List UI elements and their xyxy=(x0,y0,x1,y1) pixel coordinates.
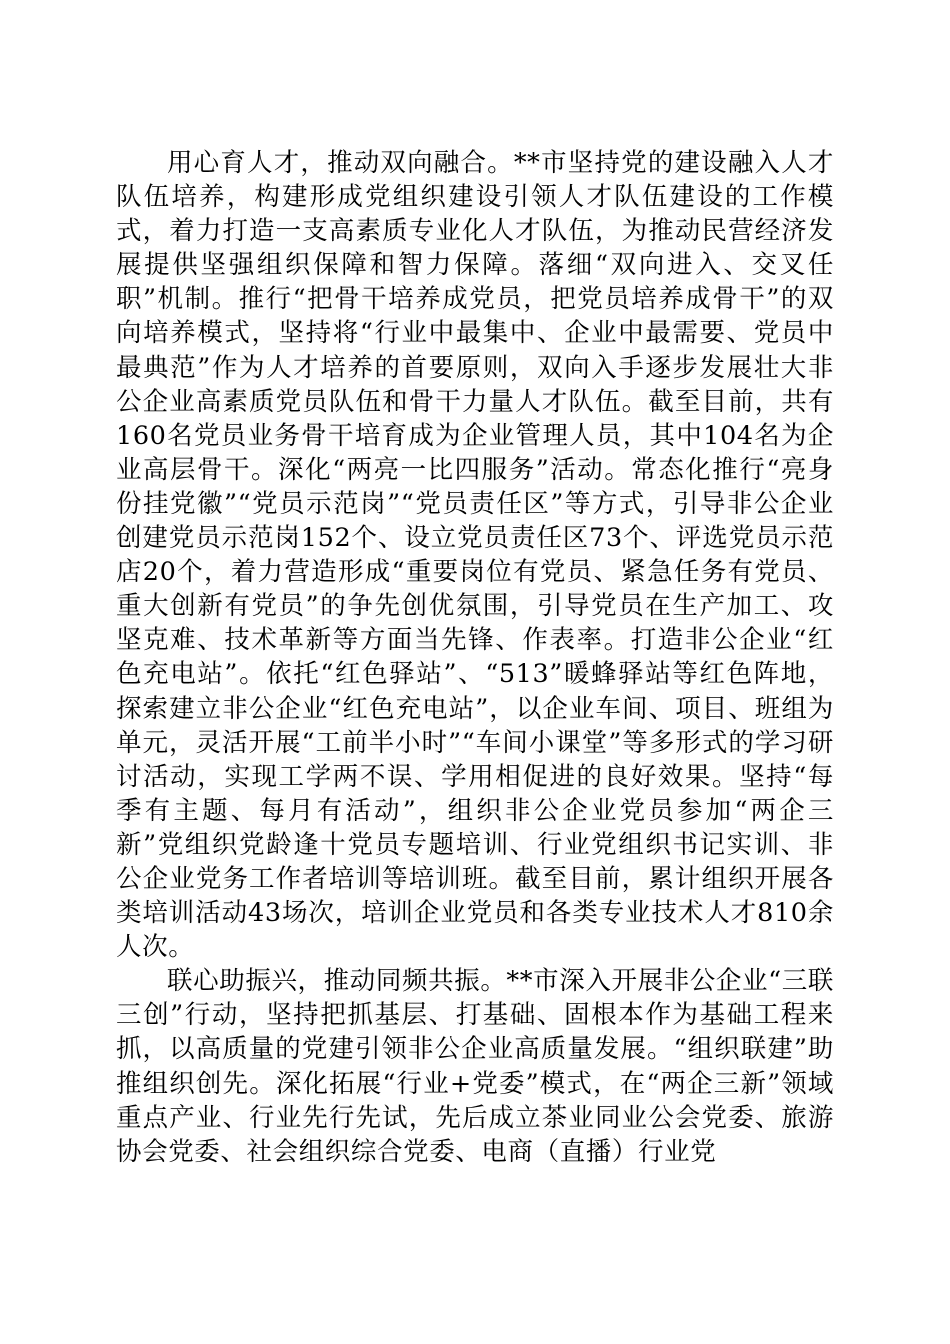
paragraph-talent-cultivation: 用心育人才，推动双向融合。**市坚持党的建设融入人才队伍培养，构建形成党组织建设引领人才队伍建设的工作模式，着力打造一支高素质专业化人才队伍，为推动民营经济发展提供坚强组织保障和智力保障。落细“双向进入、交叉任职”机制。推行“把骨干培养成党员，把党员培养成骨干”的双向培养模式，坚持将“行业中最集中、企业中最需要、党员中最典范”作为人才培养的首要原则，双向入手逐步发展壮大非公企业高素质党员队伍和骨干力量人才队伍。截至目前，共有160名党员业务骨干培育成为企业管理人员，其中104名为企业高层骨干。深化“两亮一比四服务”活动。常态化推行“亮身份挂党徽”“党员示范岗”“党员责任区”等方式，引导非公企业创建党员示范岗152个、设立党员责任区73个、评选党员示范店20个，着力营造形成“重要岗位有党员、紧急任务有党员、重大创新有党员”的争先创优氛围，引导党员在生产加工、攻坚克难、技术革新等方面当先锋、作表率。打造非公企业“红色充电站”。依托“红色驿站”、“513”暖蜂驿站等红色阵地，探索建立非公企业“红色充电站”，以企业车间、项目、班组为单元，灵活开展“工前半小时”“车间小课堂”等多形式的学习研讨活动，实现工学两不误、学用相促进的良好效果。坚持“每季有主题、每月有活动”，组织非公企业党员参加“两企三新”党组织党龄逢十党员专题培训、行业党组织书记实训、非公企业党务工作者培训等培训班。截至目前，累计组织开展各类培训活动43场次，培训企业党员和各类专业技术人才810余人次。 xyxy=(116,148,834,963)
paragraph-rural-revitalization: 联心助振兴，推动同频共振。**市深入开展非公企业“三联三创”行动，坚持把抓基层、打基础、固根本作为基础工程来抓，以高质量的党建引领非公企业高质量发展。“组织联建”助推组织创先。深化拓展“行业+党委”模式，在“两企三新”领域重点产业、行业先行先试，先后成立茶业同业公会党委、旅游协会党委、社会组织综合党委、电商（直播）行业党 xyxy=(116,966,834,1167)
document-body xyxy=(116,146,834,1169)
